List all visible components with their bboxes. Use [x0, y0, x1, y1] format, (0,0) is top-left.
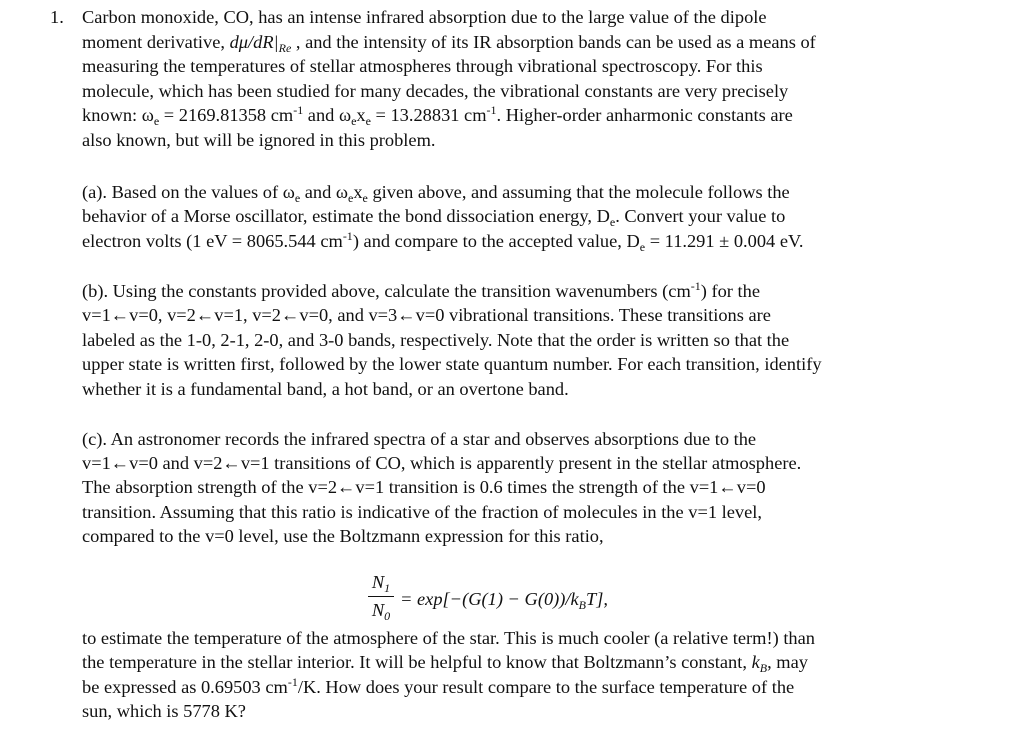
intro-line-2: moment derivative, $d\mu/dR|_{Re}$ , and the intensity of its IR absorption bands can be used as a means of	[82, 32, 816, 55]
part-c-line-5: compared to the v=0 level, use the Boltzmann expression for this ratio,	[82, 526, 604, 546]
part-a-line-3: electron volts (1 eV = 8065.544 $cm^{-1}$) and compare to the accepted value, $D_e = 11.291 \pm 0.004$ eV.	[82, 229, 804, 254]
intro-line-6: also known, but will be ignored in this problem.	[82, 130, 436, 150]
part-c-end-line-2: the temperature in the stellar interior. It will be helpful to know that Boltzmann’s constant, $k_B$, may	[82, 652, 808, 675]
intro-line-1: Carbon monoxide, CO, has an intense infrared absorption due to the large value of the dipole	[82, 7, 767, 27]
part-c-line-2: v=1←v=0 and v=2←v=1 transitions of CO, which is apparently present in the stellar atmosphere.	[82, 453, 802, 473]
part-a-line-1: (a). Based on the values of $\omega_e$ and $\omega_ex_e$ given above, and assuming that the molecule follows the	[82, 182, 790, 205]
part-c-line-4: transition. Assuming that this ratio is indicative of the fraction of molecules in the v=1 level,	[82, 502, 762, 522]
boltzmann-expression: = $\exp[-(G(1) - G(0))/k_BT]$,	[400, 589, 608, 612]
intro-line-4: molecule, which has been studied for many decades, the vibrational constants are very precisely	[82, 81, 789, 101]
part-b-line-3: labeled as the 1-0, 2-1, 2-0, and 3-0 bands, respectively. Note that the order is written so that the	[82, 330, 790, 350]
fraction-bar	[368, 596, 394, 597]
part-c-line-3: The absorption strength of the v=2←v=1 transition is 0.6 times the strength of the v=1←v=0	[82, 477, 766, 497]
part-b-line-2: v=1←v=0, v=2←v=1, v=2←v=0, and v=3←v=0 vibrational transitions. These transitions are	[82, 305, 771, 325]
part-b-line-4: upper state is written first, followed by the lower state quantum number. For each transition, identify	[82, 354, 822, 374]
part-c-line-1: (c). An astronomer records the infrared spectra of a star and observes absorptions due to the	[82, 429, 757, 449]
part-c-end-line-4: sun, which is 5778 K?	[82, 701, 246, 721]
intro-line-5: known: $\omega_e = 2169.81358$ $cm^{-1}$ and $\omega_ex_e = 13.28831$ $cm^{-1}$. Higher-order anharmonic constants are	[82, 103, 793, 128]
problem-number: 1.	[50, 7, 64, 27]
part-a-line-2: behavior of a Morse oscillator, estimate the bond dissociation energy, $D_e$. Convert your value to	[82, 206, 786, 229]
part-c-end-line-3: be expressed as 0.69503 $cm^{-1}/K$. How does your result compare to the surface temperature of the	[82, 675, 795, 697]
fraction-numerator: $N_1$	[371, 572, 391, 595]
intro-line-3: measuring the temperatures of stellar atmospheres through vibrational spectroscopy. For this	[82, 56, 763, 76]
part-b-line-5: whether it is a fundamental band, a hot band, or an overtone band.	[82, 379, 569, 399]
fraction-denominator: $N_0$	[371, 600, 391, 623]
part-b-line-1: (b). Using the constants provided above, calculate the transition wavenumbers $(cm^{-1})$ for the	[82, 279, 760, 301]
part-c-end-line-1: to estimate the temperature of the atmosphere of the star. This is much cooler (a relative term!) than	[82, 628, 815, 648]
